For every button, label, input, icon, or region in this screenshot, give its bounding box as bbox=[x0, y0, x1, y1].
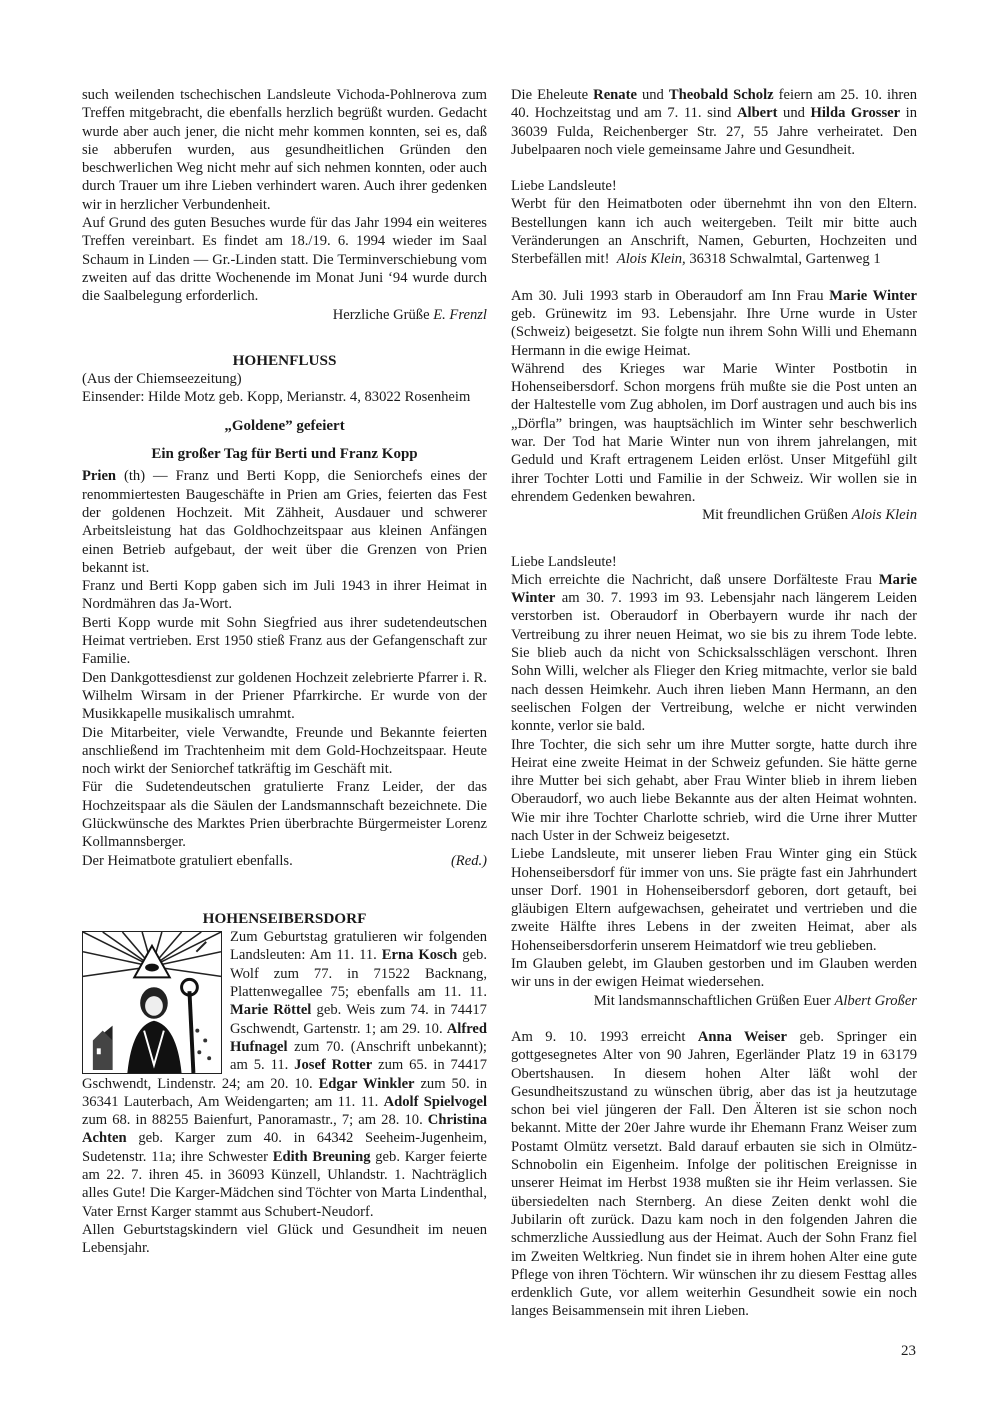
winter-greeting bbox=[511, 506, 917, 524]
hohenfluss-sender: Einsender: Hilde Motz geb. Kopp, Merianstr. 4, 83022 Rosenheim bbox=[82, 389, 471, 406]
intro-signature: E. Frenzl bbox=[433, 306, 487, 323]
name-josef-rotter: Josef Rotter bbox=[294, 1057, 373, 1074]
name-theobald-scholz: Theobald Scholz bbox=[668, 87, 774, 103]
winter-signature: Alois Klein bbox=[851, 507, 917, 524]
grosser-p2: Ihre Tochter, die sich sehr um ihre Mutter sorgte, hatte durch ihre Heirat eine zweite Heimat in der Schweiz gefunden. Sie hätte gerne ihre Mutter bei sich gehabt, aber Frau Winter blieb in ihrem lieben Oberaudorf, wo auch liebe Bekannte aus der alten Heimat wohnten. Wie mir ihre Tochter Charlotte schrieb, wird die Urne ihrer Mutter nach Uster in der Schweiz beigesetzt. bbox=[511, 736, 917, 844]
hohenfluss-subheadline: Ein großer Tag für Berti und Franz Kopp bbox=[151, 446, 418, 463]
grosser-salutation: Liebe Landsleute! bbox=[511, 553, 617, 570]
intro-greeting-text: Herzliche Grüße bbox=[332, 306, 430, 323]
klein-text: Werbt für den Heimatboten oder übernehmt ihn von den Eltern. Bestellungen kann ich auch weitergeben. Teilt mir bitte auch Veränderungen an Anschrift, Namen, Geburten, Hochzeiten und Sterbefällen mit! bbox=[511, 196, 917, 268]
obit-seg: geb. Grünewitz im 93. Lebensjahr. Ihre Urne wurde in Uster (Schweiz) beigesetzt. Sie folgte nun ihrem Sohn Willi und Ehemann Hermann in die ewige Heimat. bbox=[511, 305, 917, 359]
weiser-seg: Am 9. 10. 1993 erreicht bbox=[511, 1028, 698, 1045]
obit-seg: Am 30. Juli 1993 starb in Oberaudorf am Inn Frau bbox=[511, 287, 830, 304]
right-column bbox=[511, 86, 917, 1321]
hohenfluss-p4: Den Dankgottesdienst zur goldenen Hochzeit zelebrierte Pfarrer i. R. Wilhelm Wirsam in der Priener Pfarrkirche. Er wurde von der Musikkapelle musikalisch umrahmt. bbox=[82, 669, 487, 723]
name-anna-weiser: Anna Weiser bbox=[697, 1028, 787, 1045]
birthday-closing: Allen Geburtstagskindern viel Glück und Gesundheit im neuen Lebensjahr. bbox=[82, 1221, 487, 1257]
birthday-seg: geb. Wolf zum 77. in 71522 Backnang, Plattenwegallee 75; ebenfalls am 11. 11. bbox=[230, 947, 488, 1001]
lead-place: Prien bbox=[82, 468, 117, 485]
klein-letter bbox=[511, 195, 917, 268]
name-marie-roettel: Marie Röttel bbox=[230, 1002, 312, 1019]
hohenfluss-p5: Die Mitarbeiter, viele Verwandte, Freunde und Bekannte feierten anschließend im Trachtenheim mit dem Gold-Hochzeitspaar. Heute noch wirkt der Seniorchef tatkräftig im Geschäft mit. bbox=[82, 724, 487, 778]
hohenfluss-p2: Franz und Berti Kopp gaben sich im Juli 1943 in ihrer Heimat in Nordmähren das Ja-Wort. bbox=[82, 578, 487, 613]
birthday-seg: zum 65. in 74417 Gschwendt, Lindenstr. 24; am 20. 10. bbox=[82, 1057, 487, 1092]
birthday-seg: zum 68. in 88255 Baienfurt, Panoramastr., 7; am 28. 10. bbox=[82, 1112, 428, 1129]
grosser-seg: am 30. 7. 1993 im 93. Lebensjahr nach längerem Leiden verstorben ist. Oberaudorf in Oberbayern wurde ihr nach der Vertreibung zu ihrer neuen Heimat, wo sie bis zu ihrem Tode lebte. Sie blieb auch da nicht von Schicksalsschlägen verschont. Ihren Sohn Willi, welcher als Flieger den Krieg mitmachte, verlor sie bald nach dessen Heimkehr. Auch ihren lieben Mann Hermann, an den seelischen Folgen der Vertreibung, welche er nicht verwinden konnte, verlor sie bald. bbox=[511, 590, 917, 735]
birthday-seg: geb. Karger zum 40. in 64342 Seeheim-Jugenheim, Sudetenstr. 11a; ihre Schwester bbox=[82, 1130, 487, 1165]
klein-salutation: Liebe Landsleute! bbox=[511, 178, 617, 195]
hohenfluss-p7-sign: (Red.) bbox=[450, 852, 487, 869]
name-christina-achten: Christina Achten bbox=[82, 1112, 487, 1147]
name-hilda-grosser: Hilda Grosser bbox=[810, 105, 901, 122]
woodcut-illustration bbox=[82, 931, 222, 1074]
hohenfluss-p7 bbox=[82, 852, 487, 870]
intro-greeting bbox=[82, 306, 487, 324]
left-column bbox=[82, 86, 487, 1258]
intro-paragraph: such weilenden tschechischen Landsleute Vichoda-Pohlnerova zum Treffen mitgebracht, die ebenfalls herzlich begrüßt wurden. Gedacht wurde aber auch jener, die nicht mehr kommen konnten, sei es, daß sie abberufen wurden, aus gesundheitlichen Gründen den beschwerlichen Weg nicht mehr auf sich nehmen konnten, oder auch durch Trauer um ihre Lieben verhindert waren. Auch ihrer gedenken wir in herzlicher Verbundenheit. bbox=[82, 87, 487, 213]
klein-signature: Alois Klein, bbox=[616, 251, 686, 268]
hohenfluss-p3: Berti Kopp wurde mit Sohn Siegfried aus ihrer sudetendeutschen Heimat vertrieben. Erst 1950 stieß Franz aus der Gefangenschaft zur Familie. bbox=[82, 614, 487, 668]
hohenfluss-p7-text: Der Heimatbote gratuliert ebenfalls. bbox=[82, 852, 293, 869]
grosser-greeting-text: Mit landsmannschaftlichen Grüßen Euer bbox=[593, 992, 831, 1009]
grosser-letter bbox=[511, 571, 917, 736]
intro-paragraph-2: Auf Grund des guten Besuches wurde für das Jahr 1994 ein weiteres Treffen vereinbart. Es findet am 18./19. 6. 1994 wieder im Saal Schaum in Linden — Gr.-Linden statt. Die Terminverschiebung vom zweiten auf das dritte Wochenende im Monat Juni ‘94 wurde durch die Saalbelegung erforderlich. bbox=[82, 215, 487, 305]
hohenseibersdorf-title: HOHENSEIBERSDORF bbox=[202, 909, 367, 927]
jubilee-seg: feiern am 25. 10. ihren 40. Hochzeitstag und am 7. 11. sind bbox=[511, 87, 918, 122]
name-erna-kosch: Erna Kosch bbox=[381, 947, 458, 964]
winter-greeting-text: Mit freundlichen Grüßen bbox=[702, 507, 849, 524]
name-marie-winter-2: Marie Winter bbox=[511, 571, 917, 607]
grosser-p3: Liebe Landsleute, mit unserer lieben Frau Winter ging ein Stück Hohenseibersdorf für immer von uns. Sie prägte fast ein Jahrhundert unser Dorf. 1901 in Hohenseibersdorf geboren, dort getauft, bei gläubigen Eltern aufgewachsen, geheiratet und vertrieben und die zweite Hälfte ihres Lebens in der zweiten Heimat, aber als Hohenseibersdorferin unserem Heimatdorf wie treu geblieben. bbox=[511, 846, 917, 954]
hohenfluss-p6: Für die Sudetendeutschen gratulierte Franz Leider, der das Hochzeitspaar als die Säulen der Landsmannschaft bezeichnete. Die Glückwünsche des Marktes Prien überbrachte Bürgermeister Lorenz Kollmannsberger. bbox=[82, 779, 487, 851]
weiser-seg: geb. Springer ein gottgesegnetes Alter von 90 Jahren, Egerländer Platz 19 in 63179 Obertshausen. In diesem hohen Alter läßt wohl der Gesundheitszustand zu wünschen übrig, aber das ist ja heutzutage schon bei viel jüngeren der Fall. Den Älteren ist sie schon noch bekannt. Mitte der 20er Jahre wurde ihr Ehemann Franz Weiser zum Postamt Olmütz versetzt. Bald darauf erbauten sie sich in Olmütz-Schnobolin ein Eigenheim. Infolge der politischen Ereignisse in unserer Heimat im Herbst 1938 mußten sie ihr Heim verlassen. Sie übersiedelten nach Sternberg. An diese Zeiten denkt wohl die Jubilarin oft zurück. Dazu kam noch in den folgenden Jahren die schmerzliche Aussiedlung aus der Heimat. Auch der Sohn Franz fiel im Zweiten Weltkrieg. Nun findet sie in ihrem hohen Alter eine gute Pflege von ihren Töchtern. Wir wünschen ihr zu diesem Festtag alles erdenklich Gute, vor allem weiterhin Gesundheit sowie ein noch langes Beisammensein mit ihren Lieben. bbox=[511, 1028, 917, 1320]
grosser-seg: Mich erreichte die Nachricht, daß unsere Dorfälteste Frau bbox=[511, 571, 879, 588]
jubilee-seg: und bbox=[636, 87, 669, 103]
birthday-intro: Zum Geburtstag gratulieren wir folgenden Landsleuten: bbox=[230, 929, 487, 964]
jubilee-seg: in 36039 Fulda, Reichenberger Str. 27, 55 Jahre verheiratet. Den Jubelpaaren noch viele gemeinsame Jahre und Gesundheit. bbox=[511, 105, 918, 158]
hohenfluss-headline: „Goldene” gefeiert bbox=[224, 417, 345, 434]
name-edith-breuning: Edith Breuning bbox=[272, 1148, 371, 1165]
grosser-p4: Im Glauben gelebt, im Glauben gestorben und im Glauben werden wir uns in der ewigen Heimat wiedersehen. bbox=[511, 956, 917, 991]
name-adolf-spielvogel: Adolf Spielvogel bbox=[383, 1093, 487, 1110]
name-albert: Albert bbox=[736, 105, 778, 122]
birthday-seg: Am 11. 11. bbox=[309, 947, 382, 964]
name-renate: Renate bbox=[593, 87, 637, 103]
birthday-seg: zum 50. in 36341 Lauterbach, Am Weidengarten; am 11. 11. bbox=[82, 1075, 488, 1110]
jubilee-seg: Die Eheleute bbox=[511, 87, 594, 103]
birthday-seg: zum 70. (Anschrift unbekannt); am 5. 11. bbox=[230, 1038, 487, 1074]
winter-obituary-p2: Während des Krieges war Marie Winter Postbotin in Hohenseibersdorf. Schon morgens früh mußte sie die Post unten an der Haltestelle vom Zug abholen, im Dorf austragen und auch bis ins „Dörfla” bringen, was hauptsächlich im Winter sehr beschwerlich war. Der Tod hat Marie Winter nun von ihrem jahrelangen, mit Geduld und Kraft ertragenem Leiden erlöst. Unser Mitgefühl gilt ihrer Tochter Lotti und Familie in der Schweiz. Wir wollen sie in ehrendem Gedenken bewahren. bbox=[511, 360, 917, 505]
jubilee-seg: und bbox=[777, 105, 811, 122]
winter-obituary bbox=[511, 287, 917, 360]
page-number: 23 bbox=[901, 1343, 916, 1359]
weiser-paragraph bbox=[511, 1028, 917, 1321]
klein-address: 36318 Schwalmtal, Gartenweg 1 bbox=[685, 251, 881, 268]
name-edgar-winkler: Edgar Winkler bbox=[318, 1075, 415, 1092]
hohenfluss-source: (Aus der Chiemseezeitung) bbox=[82, 371, 242, 388]
name-marie-winter: Marie Winter bbox=[829, 287, 917, 304]
hohenfluss-title: HOHENFLUSS bbox=[232, 351, 337, 369]
lead-text: (th) — Franz und Berti Kopp, die Seniorchefs eines der renommiertesten Baugeschäfte in Prien am Gries, feierten das Fest der goldenen Hochzeit. Mit Zähheit, Ausdauer und schwerer Arbeitsleistung hat das Goldhochzeitspaar aus kleinen Anfängen einen Betrieb aufgebaut, der weit über die Grenzen von Prien bekannt ist. bbox=[82, 468, 487, 576]
name-alfred-hufnagel: Alfred Hufnagel bbox=[230, 1020, 487, 1055]
grosser-greeting bbox=[511, 992, 917, 1010]
grosser-signature: Albert Großer bbox=[834, 992, 917, 1009]
jubilee-paragraph bbox=[511, 86, 917, 159]
birthday-seg: geb. Weis zum 74. in 74417 Gschwendt, Gartenstr. 1; am 29. 10. bbox=[230, 1002, 487, 1037]
hohenfluss-lead bbox=[82, 467, 487, 577]
birthday-block bbox=[82, 928, 487, 1257]
birthday-seg: geb. Karger feierte am 22. 7. ihren 45. in 36093 Künzell, Uhlandstr. 1. Nachträglich alles Gute! Die Karger-Mädchen sind Töchter von Marta Lindenthal, Vater Ernst Karger stammt aus Schubert-Neudorf. bbox=[82, 1148, 487, 1220]
